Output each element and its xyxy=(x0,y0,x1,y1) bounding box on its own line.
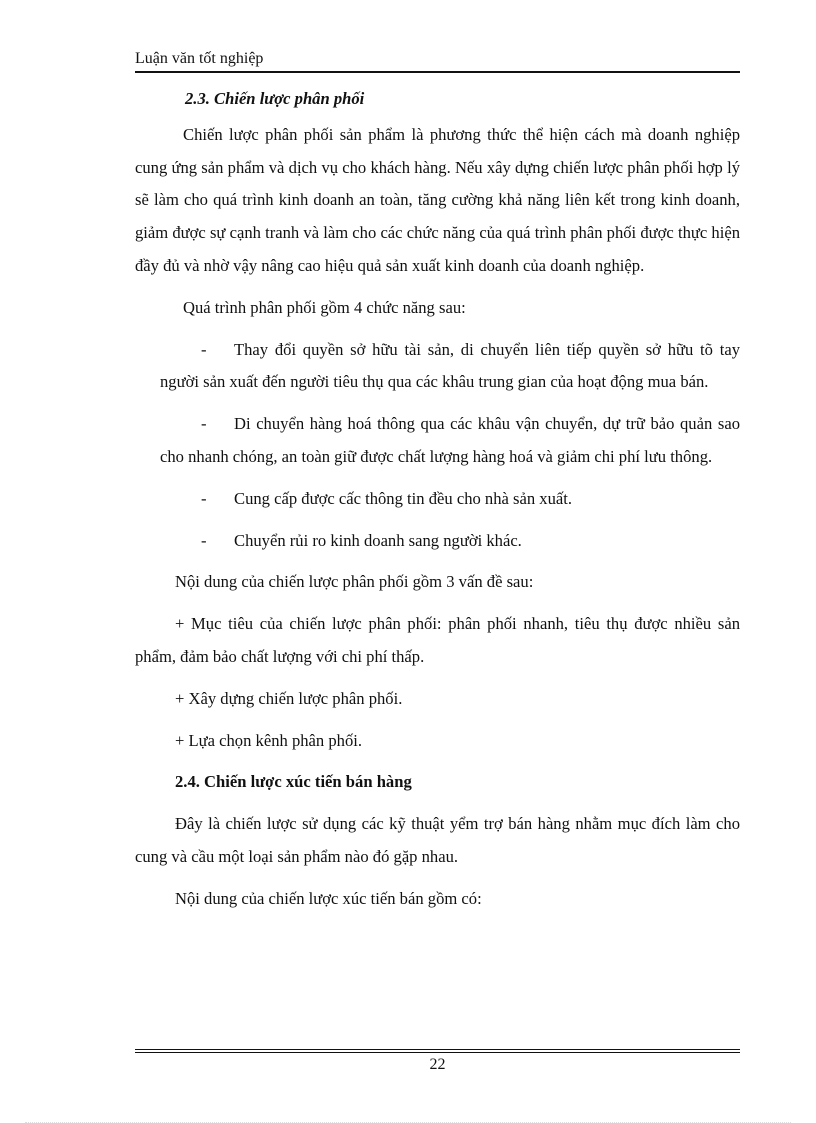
list-item xyxy=(135,483,740,516)
bullet-dash: - xyxy=(201,530,207,550)
list-item-text: Di chuyển hàng hoá thông qua các khâu vận chuyển, dự trữ bảo quản sao cho nhanh chóng, an toàn giữ được chất lượng hàng hoá và giảm chi phí lưu thông. xyxy=(160,414,740,466)
bullet-dash: - xyxy=(201,339,207,359)
running-header: Luận văn tốt nghiệp xyxy=(135,50,264,67)
bullet-dash: - xyxy=(201,414,207,434)
body-text xyxy=(135,83,740,916)
list-item-text: Cung cấp được cấc thông tin đều cho nhà sản xuất. xyxy=(234,488,573,508)
list-item-text: Chuyển rủi ro kinh doanh sang người khác. xyxy=(234,530,522,550)
plus-item: + Xây dựng chiến lược phân phối. xyxy=(175,688,403,708)
list-item-text: Thay đổi quyền sở hữu tài sản, di chuyển liên tiếp quyền sở hữu tõ tay người sản xuất đến người tiêu thụ qua các khâu trung gian của hoạt động mua bán. xyxy=(160,339,740,392)
list-item xyxy=(135,408,740,474)
section-heading-2-3: 2.3. Chiến lược phân phối xyxy=(185,89,365,108)
section-heading-2-4: 2.4. Chiến lược xúc tiến bán hàng xyxy=(175,772,412,792)
header-rule xyxy=(135,71,740,73)
list-item xyxy=(135,334,740,400)
paragraph: Chiến lược phân phối sản phẩm là phương thức thể hiện cách mà doanh nghiệp cung ứng sản phẩm và dịch vụ cho khách hàng. Nếu xây dựng chiến lược phân phối hợp lý sẽ làm cho quá trình kinh doanh an toàn, tăng cường khả năng liên kết trong kinh doanh, giảm được sự cạnh tranh và làm cho các chức năng của quá trình phân phối được thực hiện đầy đủ và nhờ vậy nâng cao hiệu quả sản xuất kinh doanh của doanh nghiệp. xyxy=(135,124,740,275)
paragraph: Quá trình phân phối gồm 4 chức năng sau: xyxy=(183,297,466,317)
list-item xyxy=(135,525,740,558)
paragraph: Đây là chiến lược sử dụng các kỹ thuật yểm trợ bán hàng nhằm mục đích làm cho cung và cầu một loại sản phẩm nào đó gặp nhau. xyxy=(135,814,740,866)
paragraph: Nội dung của chiến lược xúc tiến bán gồm có: xyxy=(175,888,482,908)
footer-rule xyxy=(135,1049,740,1050)
plus-item: + Mục tiêu của chiến lược phân phối: phân phối nhanh, tiêu thụ được nhiều sản phẩm, đảm bảo chất lượng với chi phí thấp. xyxy=(135,614,740,666)
plus-item: + Lựa chọn kênh phân phối. xyxy=(175,730,363,750)
paragraph: Nội dung của chiến lược phân phối gồm 3 vấn đề sau: xyxy=(175,572,534,592)
footer-rule xyxy=(135,1052,740,1053)
bullet-dash: - xyxy=(201,488,207,508)
page-number: 22 xyxy=(429,1056,446,1073)
